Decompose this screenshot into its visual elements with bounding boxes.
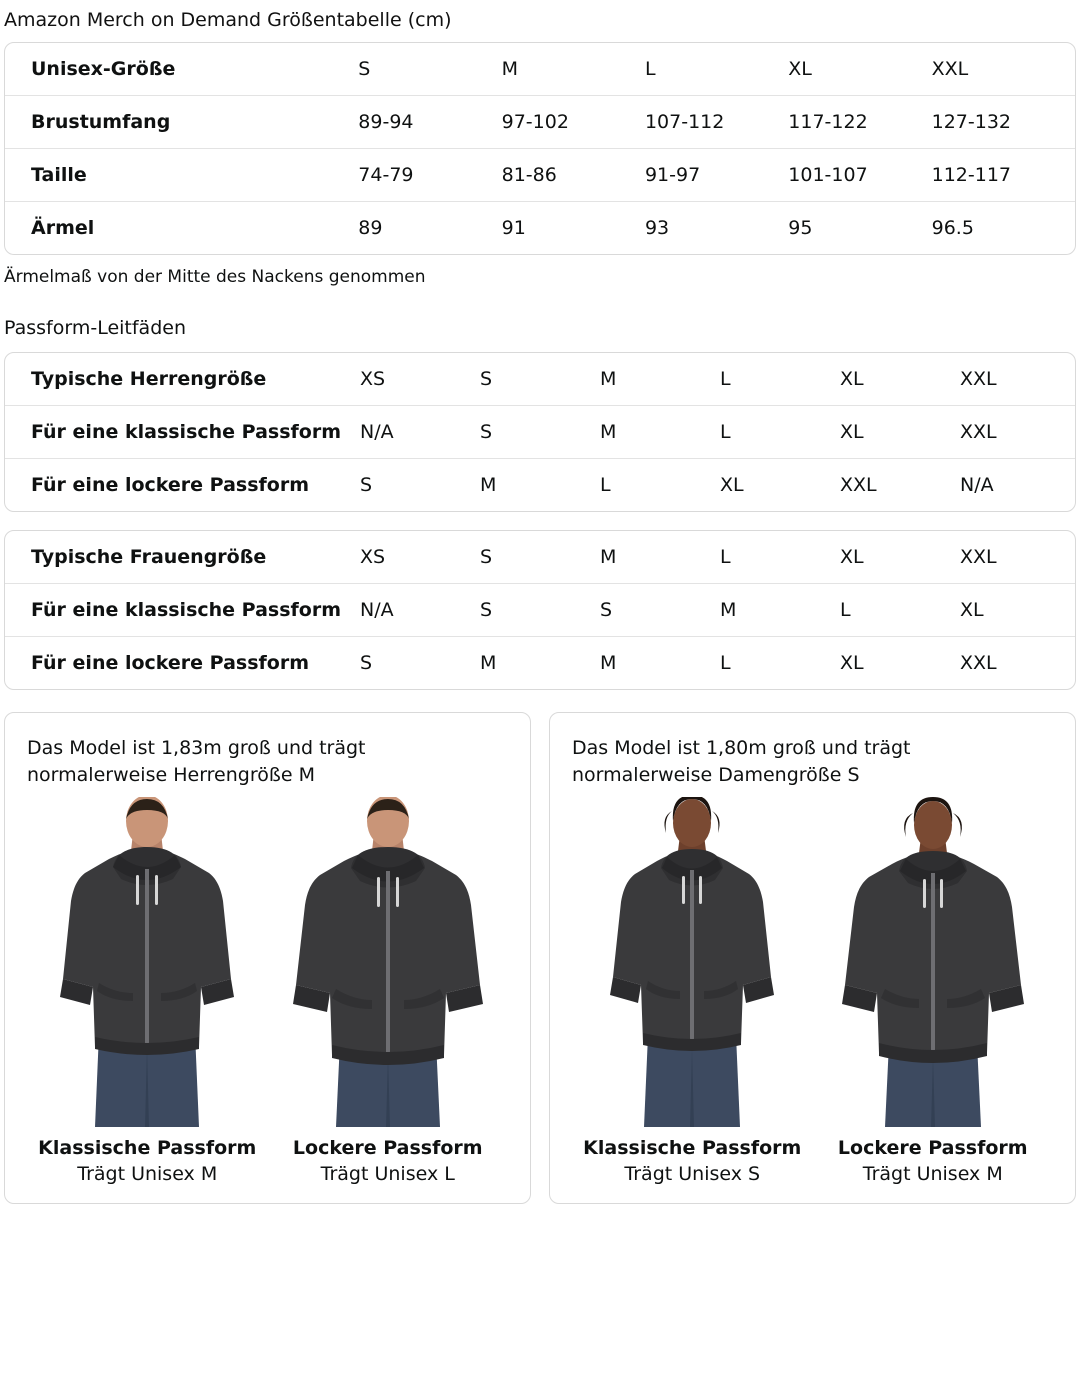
- table-row: [5, 353, 1076, 406]
- female-model-caption: Das Model ist 1,80m groß und trägt normalerweise Damengröße S: [572, 737, 911, 786]
- cell: 127-132: [932, 96, 1075, 149]
- cell: M: [720, 584, 840, 637]
- size-table-card: [4, 42, 1076, 255]
- cell: S: [480, 406, 600, 459]
- female-relaxed-label: [813, 1135, 1054, 1187]
- row-label: Für eine klassische Passform: [5, 584, 360, 637]
- cell: M: [600, 637, 720, 690]
- cell: XL: [840, 406, 960, 459]
- male-figures: [27, 797, 508, 1127]
- male-relaxed-label: [268, 1135, 509, 1187]
- male-model-caption: Das Model ist 1,83m groß und trägt normalerweise Herrengröße M: [27, 737, 366, 786]
- cell: M: [480, 459, 600, 512]
- cell: M: [480, 637, 600, 690]
- male-relaxed-hoodie-illustration: [278, 797, 498, 1127]
- spacer: [0, 512, 1080, 530]
- cell: N/A: [360, 584, 480, 637]
- cell: L: [720, 637, 840, 690]
- womens-fit-table: [5, 531, 1076, 689]
- row-label: Für eine lockere Passform: [5, 459, 360, 512]
- row-label: Ärmel: [5, 202, 358, 255]
- table-row: [5, 149, 1075, 202]
- table-row: [5, 202, 1075, 255]
- cell: L: [720, 406, 840, 459]
- cell: XXL: [960, 368, 997, 390]
- cell: 74-79: [358, 149, 501, 202]
- male-classic-figure: [27, 797, 268, 1127]
- cell: 96.5: [932, 202, 1075, 255]
- male-relaxed-figure: [268, 797, 509, 1127]
- cell: XS: [360, 546, 386, 568]
- mens-fit-table: [5, 353, 1076, 511]
- fit-name: Klassische Passform: [583, 1137, 802, 1159]
- cell: XXL: [960, 637, 1076, 690]
- cell: M: [600, 546, 617, 568]
- cell: XL: [840, 368, 864, 390]
- cell: S: [480, 546, 493, 568]
- mens-fit-card: [4, 352, 1076, 512]
- table-row: [5, 584, 1076, 637]
- cell: XL: [960, 584, 1076, 637]
- cell: N/A: [960, 459, 1076, 512]
- cell: XL: [720, 459, 840, 512]
- size-table: [5, 43, 1075, 254]
- cell: 97-102: [502, 96, 645, 149]
- cell: S: [358, 58, 371, 80]
- cell: L: [644, 58, 656, 80]
- male-model-card: [4, 712, 531, 1204]
- table-row: [5, 406, 1076, 459]
- cell: S: [480, 584, 600, 637]
- cell: XL: [840, 637, 960, 690]
- cell: N/A: [360, 406, 480, 459]
- cell: M: [600, 368, 617, 390]
- cell: 95: [788, 202, 931, 255]
- female-relaxed-figure: [813, 797, 1054, 1127]
- sleeve-note: Ärmelmaß von der Mitte des Nackens genommen: [4, 267, 426, 287]
- cell: XL: [788, 58, 812, 80]
- cell: 89: [358, 202, 501, 255]
- wears-size: Trägt Unisex M: [862, 1163, 1003, 1185]
- female-classic-label: [572, 1135, 813, 1187]
- wears-size: Trägt Unisex M: [77, 1163, 218, 1185]
- female-figures: [572, 797, 1053, 1127]
- row-label: Taille: [5, 149, 358, 202]
- fit-name: Lockere Passform: [292, 1137, 483, 1159]
- female-classic-hoodie-illustration: [582, 797, 802, 1127]
- cell: XXL: [931, 58, 969, 80]
- cell: S: [360, 637, 480, 690]
- cell: 81-86: [502, 149, 645, 202]
- cell: 91: [502, 202, 645, 255]
- female-model-card: [549, 712, 1076, 1204]
- cell: S: [480, 368, 493, 390]
- table-row: [5, 96, 1075, 149]
- cell: M: [600, 406, 720, 459]
- male-figure-labels: [27, 1135, 508, 1187]
- cell: 107-112: [645, 96, 788, 149]
- row-label: Unisex-Größe: [31, 58, 176, 80]
- fit-guides-title: Passform-Leitfäden: [4, 317, 186, 339]
- fit-name: Lockere Passform: [837, 1137, 1028, 1159]
- cell: L: [720, 546, 731, 568]
- female-figure-labels: [572, 1135, 1053, 1187]
- row-label: Typische Frauengröße: [31, 546, 267, 568]
- womens-fit-card: [4, 530, 1076, 690]
- cell: 117-122: [788, 96, 931, 149]
- row-label: Für eine lockere Passform: [5, 637, 360, 690]
- male-classic-label: [27, 1135, 268, 1187]
- row-label: Brustumfang: [5, 96, 358, 149]
- cell: 112-117: [932, 149, 1075, 202]
- row-label: Für eine klassische Passform: [5, 406, 360, 459]
- cell: XXL: [840, 459, 960, 512]
- wears-size: Trägt Unisex L: [320, 1163, 455, 1185]
- cell: XXL: [960, 546, 997, 568]
- cell: 89-94: [358, 96, 501, 149]
- page-title: Amazon Merch on Demand Größentabelle (cm): [4, 9, 452, 31]
- cell: 93: [645, 202, 788, 255]
- cell: 101-107: [788, 149, 931, 202]
- table-row: [5, 459, 1076, 512]
- female-relaxed-hoodie-illustration: [823, 797, 1043, 1127]
- cell: L: [720, 368, 731, 390]
- female-classic-figure: [572, 797, 813, 1127]
- male-classic-hoodie-illustration: [37, 797, 257, 1127]
- cell: XXL: [960, 406, 1076, 459]
- cell: L: [600, 459, 720, 512]
- cell: XL: [840, 546, 864, 568]
- cell: XS: [360, 368, 386, 390]
- model-cards: [4, 712, 1076, 1204]
- cell: 91-97: [645, 149, 788, 202]
- fit-name: Klassische Passform: [38, 1137, 257, 1159]
- wears-size: Trägt Unisex S: [624, 1163, 761, 1185]
- table-row: [5, 531, 1076, 584]
- row-label: Typische Herrengröße: [31, 368, 267, 390]
- cell: L: [840, 584, 960, 637]
- cell: S: [360, 459, 480, 512]
- cell: S: [600, 584, 720, 637]
- cell: M: [501, 58, 519, 80]
- table-row: [5, 637, 1076, 690]
- table-row: [5, 43, 1075, 96]
